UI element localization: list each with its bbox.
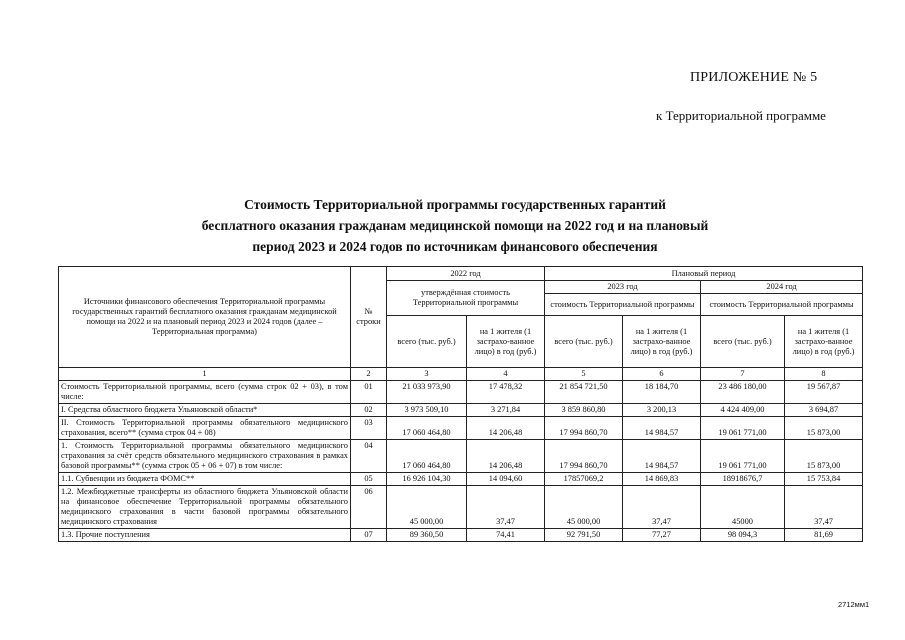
per-capita-2023: 77,27 [623, 529, 701, 542]
table-row [59, 404, 863, 417]
total-2023: 21 854 721,50 [545, 381, 623, 404]
appendix-number: ПРИЛОЖЕНИЕ № 5 [690, 70, 818, 85]
table-row [59, 529, 863, 542]
table-row [59, 486, 863, 529]
source-name: 1.3. Прочие поступления [59, 529, 351, 542]
total-2022: 16 926 104,30 [387, 473, 467, 486]
per-capita-2022: 3 271,84 [467, 404, 545, 417]
header-year-2022: 2022 год [387, 267, 545, 281]
column-number: 1 [59, 368, 351, 381]
row-number: 07 [351, 529, 387, 542]
per-capita-2022: 14 094,60 [467, 473, 545, 486]
header-cost-2024: стоимость Территориальной программы [701, 294, 863, 316]
header-total-2022: всего (тыс. руб.) [387, 316, 467, 368]
total-2022: 3 973 509,10 [387, 404, 467, 417]
per-capita-2022: 37,47 [467, 486, 545, 529]
row-number: 01 [351, 381, 387, 404]
total-2024: 19 061 771,00 [701, 417, 785, 440]
total-2024: 4 424 409,00 [701, 404, 785, 417]
total-2024: 18918676,7 [701, 473, 785, 486]
column-number: 7 [701, 368, 785, 381]
title-line-1: Стоимость Территориальной программы государственных гарантий [244, 197, 666, 212]
table-row [59, 473, 863, 486]
column-number: 4 [467, 368, 545, 381]
column-number: 2 [351, 368, 387, 381]
source-name: 1.2. Межбюджетные трансферты из областного бюджета Ульяновской области на финансовое обеспечение Территориальной программы обязательного медицинского страхования в части базовой программы обязательного медицинского страхования [59, 486, 351, 529]
total-2024: 98 094,3 [701, 529, 785, 542]
header-per-capita-2023: на 1 жителя (1 застрахо-ванное лицо) в год (руб.) [623, 316, 701, 368]
row-number: 02 [351, 404, 387, 417]
total-2022: 89 360,50 [387, 529, 467, 542]
per-capita-2023: 14 869,83 [623, 473, 701, 486]
document-code: 2712мм1 [838, 600, 870, 609]
column-number: 3 [387, 368, 467, 381]
source-name: Стоимость Территориальной программы, всего (сумма строк 02 + 03), в том числе: [59, 381, 351, 404]
source-name: 1. Стоимость Территориальной программы обязательного медицинского страхования за счёт средств обязательного медицинского страхования в рамках базовой программы** (сумма строк 05 + 06 + 07) в том числе: [59, 440, 351, 473]
header-year-2024: 2024 год [701, 281, 863, 294]
header-row-number: № строки [351, 267, 387, 368]
document-title [150, 194, 760, 257]
per-capita-2024: 81,69 [785, 529, 863, 542]
total-2023: 17857069,2 [545, 473, 623, 486]
per-capita-2024: 15 873,00 [785, 440, 863, 473]
header-cost-2023: стоимость Территориальной программы [545, 294, 701, 316]
per-capita-2022: 17 478,32 [467, 381, 545, 404]
per-capita-2023: 14 984,57 [623, 417, 701, 440]
total-2023: 45 000,00 [545, 486, 623, 529]
total-2023: 3 859 860,80 [545, 404, 623, 417]
column-numbers-row [59, 368, 863, 381]
header-planned-period: Плановый период [545, 267, 863, 281]
total-2022: 21 033 973,90 [387, 381, 467, 404]
table-row [59, 417, 863, 440]
per-capita-2024: 37,47 [785, 486, 863, 529]
header-sources: Источники финансового обеспечения Территориальной программы государственных гарантий бесплатного оказания гражданам медицинской помощи на 2022 и на плановый период 2023 и 2024 годов (далее – Территориальная программа) [59, 267, 351, 368]
title-line-2: бесплатного оказания гражданам медицинской помощи на 2022 год и на плановый [201, 218, 709, 233]
column-number: 5 [545, 368, 623, 381]
per-capita-2024: 15 753,84 [785, 473, 863, 486]
per-capita-2022: 14 206,48 [467, 440, 545, 473]
row-number: 05 [351, 473, 387, 486]
per-capita-2022: 74,41 [467, 529, 545, 542]
row-number: 04 [351, 440, 387, 473]
per-capita-2024: 15 873,00 [785, 417, 863, 440]
header-year-2023: 2023 год [545, 281, 701, 294]
per-capita-2024: 19 567,87 [785, 381, 863, 404]
total-2024: 19 061 771,00 [701, 440, 785, 473]
per-capita-2023: 37,47 [623, 486, 701, 529]
total-2022: 45 000,00 [387, 486, 467, 529]
per-capita-2023: 18 184,70 [623, 381, 701, 404]
column-number: 8 [785, 368, 863, 381]
per-capita-2024: 3 694,87 [785, 404, 863, 417]
header-total-2023: всего (тыс. руб.) [545, 316, 623, 368]
program-reference: к Территориальной программе [656, 108, 826, 123]
row-number: 03 [351, 417, 387, 440]
per-capita-2023: 3 200,13 [623, 404, 701, 417]
header-total-2024: всего (тыс. руб.) [701, 316, 785, 368]
per-capita-2023: 14 984,57 [623, 440, 701, 473]
total-2023: 92 791,50 [545, 529, 623, 542]
column-number: 6 [623, 368, 701, 381]
table-row [59, 440, 863, 473]
total-2024: 45000 [701, 486, 785, 529]
total-2023: 17 994 860,70 [545, 417, 623, 440]
row-number: 06 [351, 486, 387, 529]
source-name: I. Средства областного бюджета Ульяновской области* [59, 404, 351, 417]
total-2022: 17 060 464,80 [387, 440, 467, 473]
table-row [59, 381, 863, 404]
total-2023: 17 994 860,70 [545, 440, 623, 473]
title-line-3: период 2023 и 2024 годов по источникам финансового обеспечения [252, 239, 658, 254]
financing-table [58, 266, 863, 542]
total-2024: 23 486 180,00 [701, 381, 785, 404]
header-per-capita-2024: на 1 жителя (1 застрахо-ванное лицо) в год (руб.) [785, 316, 863, 368]
source-name: II. Стоимость Территориальной программы обязательного медицинского страхования, всего** (сумма строк 04 + 08) [59, 417, 351, 440]
total-2022: 17 060 464,80 [387, 417, 467, 440]
source-name: 1.1. Субвенции из бюджета ФОМС** [59, 473, 351, 486]
per-capita-2022: 14 206,48 [467, 417, 545, 440]
header-approved-cost: утверждённая стоимость Территориальной программы [387, 281, 545, 316]
header-per-capita-2022: на 1 жителя (1 застрахо-ванное лицо) в год (руб.) [467, 316, 545, 368]
